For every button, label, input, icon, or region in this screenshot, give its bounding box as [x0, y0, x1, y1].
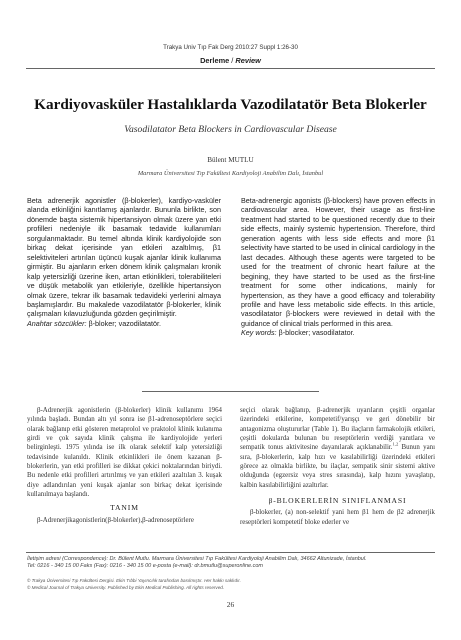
keywords-turkish-label: Anahtar sözcükler:	[27, 318, 87, 328]
body-column-left	[27, 406, 222, 525]
abstract-turkish	[27, 196, 221, 328]
page-number: 26	[226, 600, 235, 609]
keywords-turkish	[27, 319, 221, 328]
journal-citation: Trakya Univ Tıp Fak Derg 2010:27 Suppl 1:26-30	[163, 44, 298, 51]
definition-paragraph: β-Adrenerjikagonistlerin(β-blokerler),β-adrenoseptörlere	[37, 516, 194, 524]
abstract-english-text: Beta-adrenergic agonists (β-blockers) have proven effects in cardiovascular area. However, their usage as first-line treatment had started to be questioned recently due to their side effects, mainly systemic hypertension. Therefore, third generation agents with less side effects and more β1 selectivity have started to be used in clinical cardiology in the last decades. Although these agents were targeted to be used for the treatment of chronic heart failure at the begining, they have started to be used as the first-line treatment for some other indications, mainly for hypertension, as they have a good efficacy and tolerability profile and have less metabolic side effects. In this article, vasodilatator β-blockers were reviewed in detail with the guidance of clinical trials performed in this area.	[241, 196, 435, 328]
classification-paragraph: β-blokerler, (a) non-selektif yani hem β1 hem de β2 adrenerjik reseptörleri kompetetif bloke ederler ve	[240, 509, 435, 526]
abstract-turkish-text: Beta adrenerjik agonistler (β-blokerler), kardiyo-vasküler alanda etkinliğini kanıtlamış ajanlardır. Bununla birlikte, son dönemde başta sistemik hipertansiyon olmak üzere yan etki profilleri nedeniyle ilk basamak tedavide kullanımları sorgulanmaktadır. Bu temel altında klinik kardiyolojide son birkaç dekat içerisinde yan etkileri azaltılmış, β1 selektiviteleri artırılan üçüncü kuşak ajanlar klinik kullanıma girmiştir. Bu ajanların erken dönem klinik çalışmaları kronik kalp yetersizliği üzerine iken, artan etkinlikleri, tolerabiliteleri ve düşük metabolik yan etkileriyle, özellikle hipertansiyon olmak üzere, tekrar ilk basamak tedavideki yerlerini almaya başlamışlardır. Bu makalede vazodilatatör β-blokerler, klinik çalışmaları kılavuzluğunda gözden geçirilmiştir.	[27, 196, 221, 319]
article-type-en: Review	[235, 56, 261, 65]
copyright-turkish: © Trakya Üniversitesi Tıp Fakültesi Dergisi. Ekin Tıbbi Yayıncılık tarafından basılmıştır. Her hakkı saklıdır.	[27, 578, 241, 583]
copyright-block	[27, 577, 437, 591]
keywords-english	[241, 328, 435, 337]
correspondence-contact: Tel: 0216 - 340 15 00 Faks (Fax): 0216 - 340 15 00 e-posta (e-mail): dr.bmutlu@superonline.com	[27, 563, 263, 570]
pharmacology-text-a: seçici olarak bağlanıp, β-adrenerjik uyarıların çeşitli organlar üzerindeki etkilerine, kompetetif/yarışçı ve geri dönebilir bir antagonizma oluştururlar (Table 1). Bu ilaçların farmakolojik etkileri, çeşitli dokularda bulunan bu reseptörlerin verdiği yanıtlara ve sempatik tonus aktivitesine dayanılarak açıklanabilir.	[240, 407, 435, 452]
article-title: Kardiyovasküler Hastalıklarda Vazodilatatör Beta Blokerler	[34, 96, 427, 113]
article-subtitle: Vasodilatator Beta Blockers in Cardiovascular Disease	[124, 124, 337, 135]
keywords-english-label: Key words:	[241, 328, 277, 338]
body-column-right	[240, 406, 435, 527]
pharmacology-paragraph	[240, 406, 435, 490]
author-affiliation: Marmara Üniversitesi Tıp Fakültesi Kardiyoloji Anabilim Dalı, İstanbul	[137, 170, 324, 177]
copyright-english: © Medical Journal of Trakya University. Published by Ekin Medical Publishing. All rights reserved.	[27, 585, 225, 590]
correspondence-address: İletişim adresi (Correspondence): Dr. Bülent Mutlu. Marmara Üniversitesi Tıp Fakültesi Kardiyoloji Anabilim Dalı, 34662 Altunizade, İstanbul.	[27, 556, 367, 562]
article-type-tr: Derleme	[200, 56, 230, 65]
pharmacology-text-b: Bunun yanı sıra, β-blokerlerin, kalp hızı ve kasılabilirliği üzerindeki etkileri görece az olmakla birlikte, bu ilaçlar, sempatik sinir sistemi aktive olduğunda (egzersiz veya stres sırasında), kalp hızını yavaşlatıp, kalbin kasılabilirliğini azaltırlar.	[240, 444, 435, 489]
footer-divider	[26, 552, 435, 553]
article-author: Bülent MUTLU	[207, 156, 254, 164]
header-divider	[26, 68, 435, 69]
abstract-english	[241, 196, 435, 338]
intro-paragraph: β-Adrenerjik agonistlerin (β-blokerler) klinik kullanımı 1964 yılında başladı. Bundan altı yıl sonra ise β1-adrenoseptörlere seçici olarak bağlanıp etki gösteren metaprolol ve praktolol klinik kulanıma girdi ve çok sayıda klinik çalışma ile kardiyolojide yerleri belirginleşti. 1975 yılında ise ilk olarak selektif kalp yetersizliği tedavisinde kulanıldı. Klinik etkinlikleri ile önem kazanan β-blokerlerin, yan etki profilleri ise dikkat çekici noktalarından biriydi. Bu nedenle etki profilleri artırılmış ve yan etkileri azaltılan 3. kuşak diye adlandırılan yeni kuşak ajanlar son birkaç dekat içerisinde kullanılmaya başlandı.	[27, 407, 222, 499]
keywords-turkish-values: β-bloker; vazodilatatör.	[86, 318, 161, 328]
correspondence-block	[27, 556, 437, 570]
keywords-english-values: β-blocker; vasodilatator.	[276, 328, 355, 338]
section-heading-definition: TANIM	[110, 503, 139, 513]
citation-marker: 1,2	[392, 442, 399, 448]
article-type-separator: /	[229, 56, 236, 65]
section-heading-classification: β-BLOKERLERİN SINIFLANMASI	[268, 496, 407, 506]
abstract-divider	[142, 391, 319, 392]
article-type	[0, 56, 461, 65]
